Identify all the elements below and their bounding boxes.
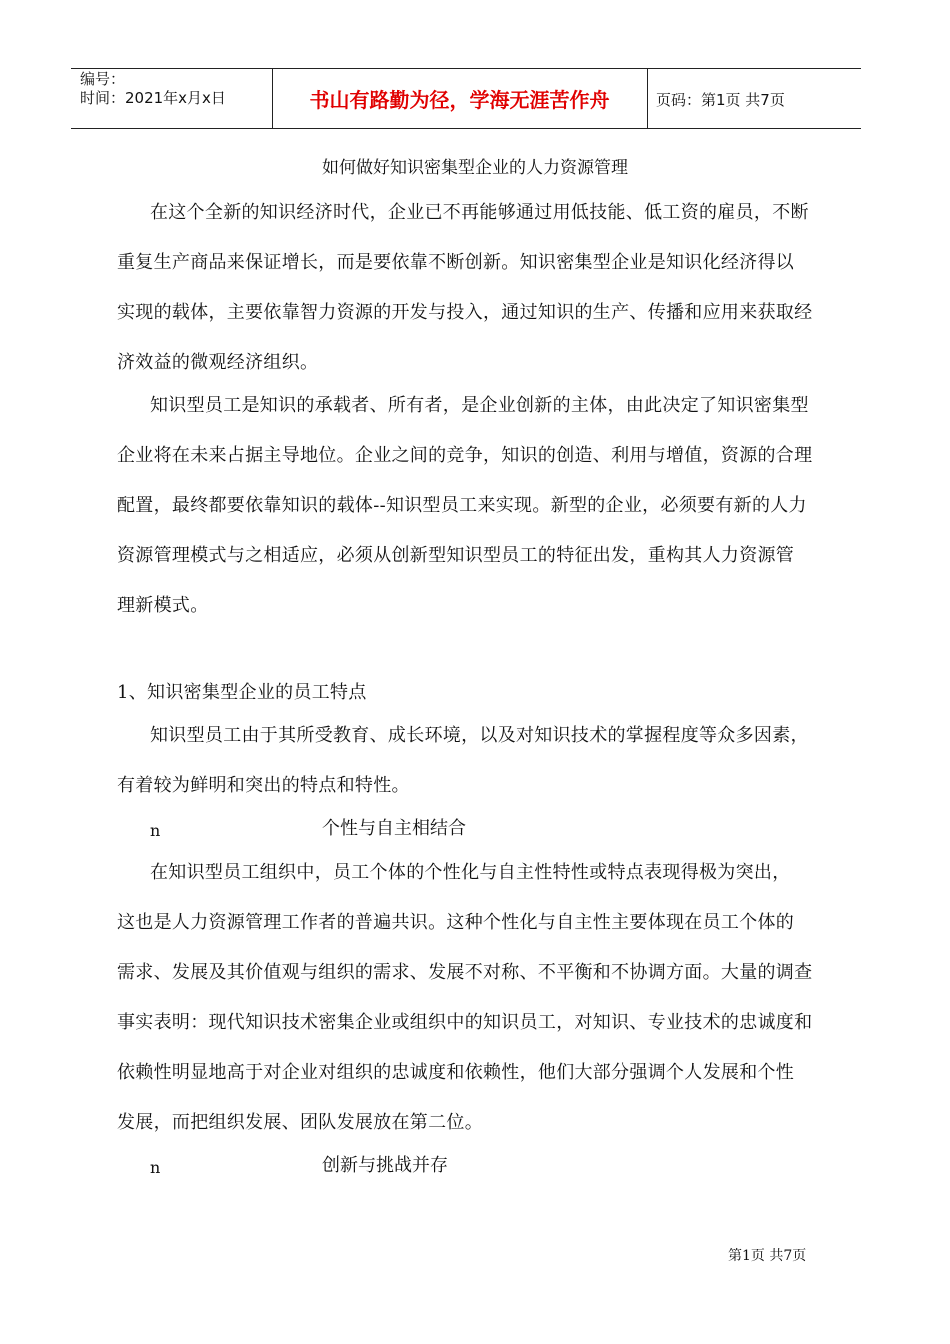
header-motto: 书山有路勤为径，学海无涯苦作舟 [309,88,610,112]
paragraph-line: 知识型员工由于其所受教育、成长环境，以及对知识技术的掌握程度等众多因素， [150,725,809,746]
paragraph-line: 济效益的微观经济组织。 [117,352,319,373]
paragraph-line: 企业将在未来占据主导地位。企业之间的竞争，知识的创造、利用与增值，资源的合理 [117,445,813,466]
paragraph-line: 知识型员工是知识的承载者、所有者，是企业创新的主体，由此决定了知识密集型 [150,395,809,416]
paragraph-line: 资源管理模式与之相适应，必须从创新型知识型员工的特征出发，重构其人力资源管 [117,545,795,566]
bullet-marker: n [150,1158,161,1177]
header-page-label: 页码：第1页 共7页 [656,91,785,109]
paragraph-line: 有着较为鲜明和突出的特点和特性。 [117,775,410,796]
paragraph-line: 在这个全新的知识经济时代，企业已不再能够通过用低技能、低工资的雇员，不断 [150,202,809,223]
footer-page-number: 第1页 共7页 [728,1248,807,1264]
bullet-marker: n [150,821,161,840]
paragraph-line: 实现的载体，主要依靠智力资源的开发与投入，通过知识的生产、传播和应用来获取经 [117,302,813,323]
paragraph-line: 需求、发展及其价值观与组织的需求、发展不对称、不平衡和不协调方面。大量的调查 [117,962,813,983]
bullet-text: 个性与自主相结合 [322,818,466,839]
header-time-label: 时间：2021年x月x日 [80,89,226,107]
header-number-label: 编号： [80,70,126,88]
paragraph-line: 依赖性明显地高于对企业对组织的忠诚度和依赖性，他们大部分强调个人发展和个性 [117,1062,795,1083]
bullet-text: 创新与挑战并存 [322,1155,448,1176]
header-top-rule [71,68,861,69]
header-bottom-rule [71,128,861,129]
section-heading: 1、知识密集型企业的员工特点 [117,682,367,703]
paragraph-line: 发展，而把组织发展、团队发展放在第二位。 [117,1112,483,1133]
header-divider-right [647,68,648,128]
paragraph-line: 这也是人力资源管理工作者的普遍共识。这种个性化与自主性主要体现在员工个体的 [117,912,795,933]
paragraph-line: 理新模式。 [117,595,209,616]
paragraph-line: 配置，最终都要依靠知识的载体--知识型员工来实现。新型的企业，必须要有新的人力 [117,495,807,516]
paragraph-line: 在知识型员工组织中，员工个体的个性化与自主性特性或特点表现得极为突出， [150,862,791,883]
document-title: 如何做好知识密集型企业的人力资源管理 [322,158,628,178]
paragraph-line: 事实表明：现代知识技术密集企业或组织中的知识员工，对知识、专业技术的忠诚度和 [117,1012,813,1033]
paragraph-line: 重复生产商品来保证增长，而是要依靠不断创新。知识密集型企业是知识化经济得以 [117,252,795,273]
